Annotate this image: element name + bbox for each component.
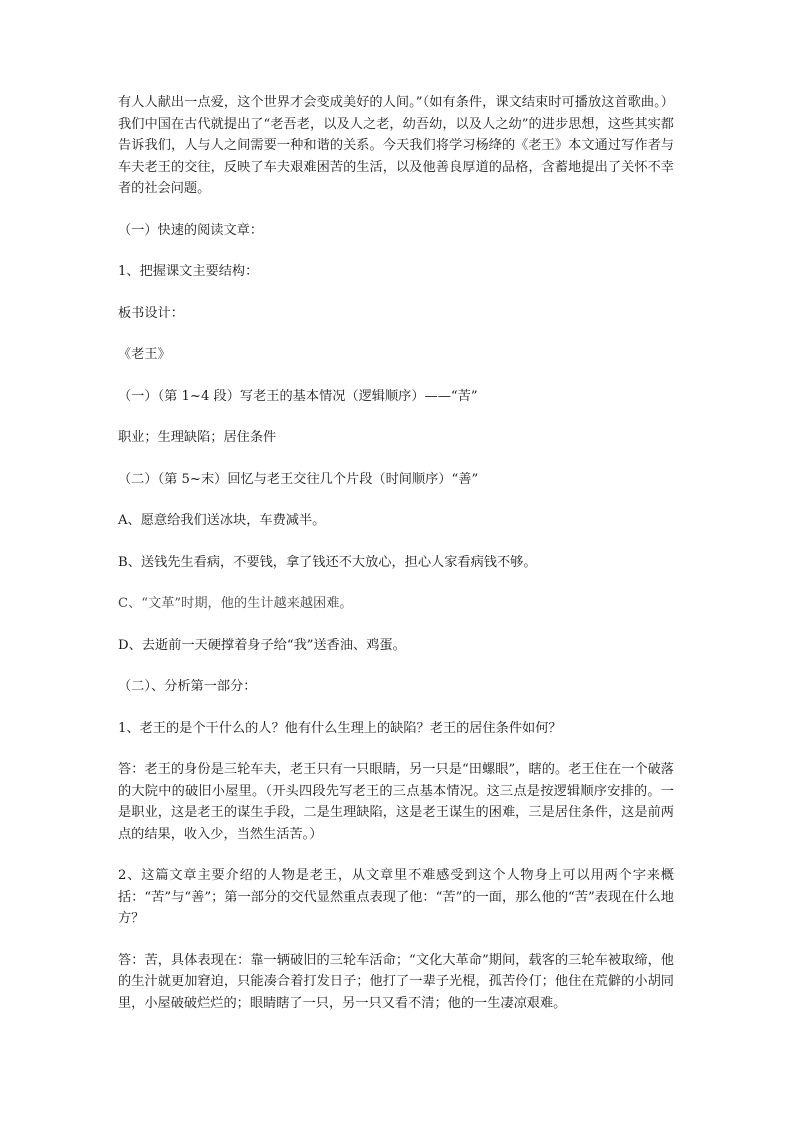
answer-2: 答：苦，具体表现在：靠一辆破旧的三轮车活命；“文化大革命”期间，载客的三轮车被取缔，他的生汁就更加窘迫，只能凑合着打发日子；他打了一辈子光棍，孤苦伶仃；他住在荒僻的小胡同里，小屋破破烂烂的；眼睛瞎了一只，另一只又看不清；他的一生凄凉艰难。 (118, 952, 674, 1011)
question-1: 1、老王的是个干什么的人？他有什么生理上的缺陷？老王的居住条件如何？ (118, 720, 562, 736)
question-2: 2、这篇文章主要介绍的人物是老王，从文章里不难感受到这个人物身上可以用两个字来概括：“苦”与“善”；第一部分的交代显然重点表现了他：“苦”的一面，那么他的“苦”表现在什么地方？ (118, 868, 674, 926)
section-heading-quick-read: （一）快速的阅读文章： (118, 222, 264, 238)
point-b: B、送钱先生看病，不要钱，拿了钱还不大放心，担心人家看病钱不够。 (118, 554, 537, 570)
part-one-points: 职业；生理缺陷；居住条件 (118, 430, 277, 445)
lesson-title: 《老王》 (118, 347, 171, 362)
answer-1: 答：老王的身份是三轮车夫，老王只有一只眼睛，另一只是“田螺眼”，瞎的。老王住在一个破落的大院中的破旧小屋里。（开头四段先写老王的三点基本情况。这三点是按逻辑顺序安排的。一是职业，这是老王的谋生手段，二是生理缺陷，这是老王谋生的困难，三是居住条件，这是前两点的结果，收入少，当然生活苦。） (118, 762, 674, 842)
point-c: C、“文革”时期，他的生计越来越困难。 (118, 596, 353, 611)
document-page (118, 92, 674, 1034)
part-one-outline: （一）（第 1~4 段）写老王的基本情况（逻辑顺序）——“苦” (118, 388, 478, 404)
part-two-outline: （二）（第 5~末）回忆与老王交往几个片段（时间顺序）“善” (118, 471, 479, 487)
board-design-label: 板书设计： (118, 305, 184, 321)
intro-paragraph: 有人人献出一点爱，这个世界才会变成美好的人间。”（如有条件，课文结束时可播放这首歌曲。）我们中国在古代就提出了“老吾老，以及人之老，幼吾幼，以及人之幼”的进步思想，这些其实都告诉我们，人与人之间需要一种和谐的关系。今天我们将学习杨绛的《老王》本文通过写作者与车夫老王的交往，反映了车夫艰难困苦的生活，以及他善良厚道的品格，含蓄地提出了关怀不幸者的社会问题。 (118, 95, 674, 196)
point-a: A、愿意给我们送冰块，车费减半。 (118, 513, 326, 528)
item-structure: 1、把握课文主要结构： (118, 264, 259, 279)
point-d: D、去逝前一天硬撑着身子给“我”送香油、鸡蛋。 (118, 637, 406, 653)
section-heading-analysis: （二）、分析第一部分： (118, 679, 257, 694)
